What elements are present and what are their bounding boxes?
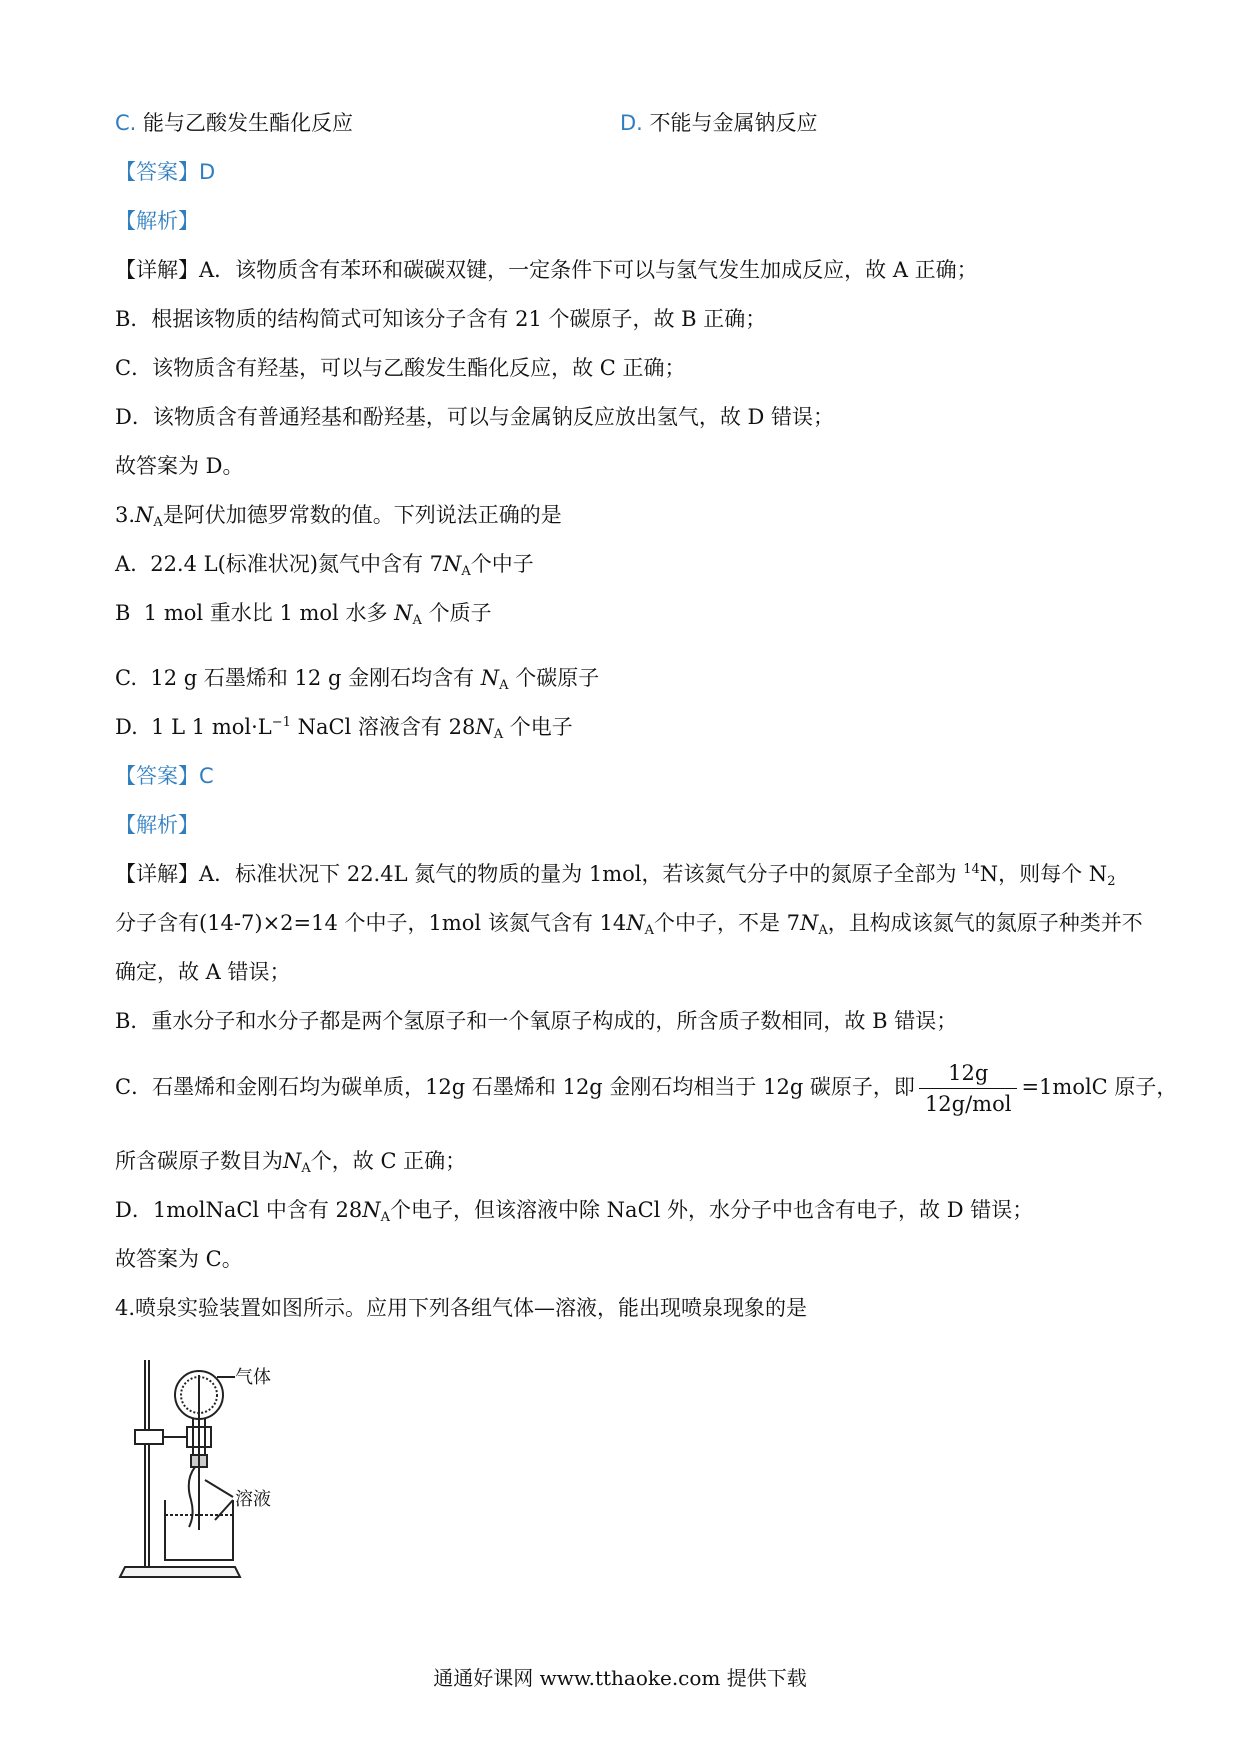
- label-solution: 溶液: [235, 1489, 271, 1510]
- q2-detail-c: C．该物质含有羟基，可以与乙酸发生酯化反应，故 C 正确；: [115, 356, 686, 380]
- q3-answer: 【答案】C: [115, 764, 214, 788]
- q3-conclusion: 故答案为 C。: [115, 1247, 243, 1271]
- page-footer: 通通好课网 www.tthaoke.com 提供下载: [433, 1666, 807, 1690]
- option-c: C. 能与乙酸发生酯化反应: [115, 111, 354, 135]
- option-d: D. 不能与金属钠反应: [620, 111, 818, 135]
- q2-analysis-heading: 【解析】: [115, 209, 199, 233]
- label-gas: 气体: [235, 1367, 271, 1388]
- q2-answer: 【答案】D: [115, 160, 216, 184]
- q2-detail-a: 【详解】A．该物质含有苯环和碳碳双键，一定条件下可以与氢气发生加成反应，故 A 正确；: [115, 258, 978, 282]
- apparatus-drawing: [115, 1355, 315, 1585]
- q3-detail-a-line3: 确定，故 A 错误；: [115, 960, 291, 984]
- q3-analysis-heading: 【解析】: [115, 813, 199, 837]
- q2-detail-b: B．根据该物质的结构简式可知该分子含有 21 个碳原子，故 B 正确；: [115, 307, 767, 331]
- q3-detail-a-line2: 分子含有(14-7)×2=14 个中子，1mol 该氮气含有 $14N_A$个中子，不是 $7N_A$，且构成该氮气的氮原子种类并不: [115, 911, 1143, 938]
- q3-option-b: B 1 mol 重水比 1 mol 水多 $N_A$ 个质子: [115, 601, 492, 628]
- q3-detail-b: B．重水分子和水分子都是两个氢原子和一个氧原子构成的，所含质子数相同，故 B 错误；: [115, 1009, 958, 1033]
- q3-option-a: A. 22.4 L(标准状况)氮气中含有 $7N_A$个中子: [115, 552, 534, 579]
- q3-detail-a-line1: 【详解】A．标准状况下 22.4L 氮气的物质的量为 1mol，若该氮气分子中的氮原子全部为 $^{14}$N，则每个 $N_2$: [115, 862, 1116, 889]
- q4-stem: 4.喷泉实验装置如图所示。应用下列各组气体—溶液，能出现喷泉现象的是: [115, 1296, 808, 1320]
- q3-stem: $3.N_A$是阿伏加德罗常数的值。下列说法正确的是: [115, 503, 562, 530]
- q3-detail-c-line1: C．石墨烯和金刚石均为碳单质，12g 石墨烯和 12g 金刚石均相当于 12g 碳原子，即 $\frac{12g}{\text{12g/mol}}$ =1molC 原子，: [115, 1061, 1178, 1116]
- fraction: $\frac{12g}{\text{12g/mol}}$: [919, 1060, 1018, 1117]
- q3-detail-c-line2: 所含碳原子数目为$N_A$个，故 C 正确；: [115, 1149, 467, 1176]
- q3-detail-d: D．1molNaCl 中含有 $28N_A$个电子，但该溶液中除 NaCl 外，水分子中也含有电子，故 D 错误；: [115, 1198, 1034, 1225]
- q3-option-d: D. 1 L 1 $mol\cdot L^{-1}$ NaCl 溶液含有 $28N_A$ 个电子: [115, 715, 573, 742]
- q2-detail-d: D．该物质含有普通羟基和酚羟基，可以与金属钠反应放出氢气，故 D 错误；: [115, 405, 835, 429]
- fountain-apparatus-figure: [115, 1355, 315, 1585]
- q3-option-c: C. 12 g 石墨烯和 12 g 金刚石均含有 $N_A$ 个碳原子: [115, 666, 600, 693]
- q2-conclusion: 故答案为 D。: [115, 454, 244, 478]
